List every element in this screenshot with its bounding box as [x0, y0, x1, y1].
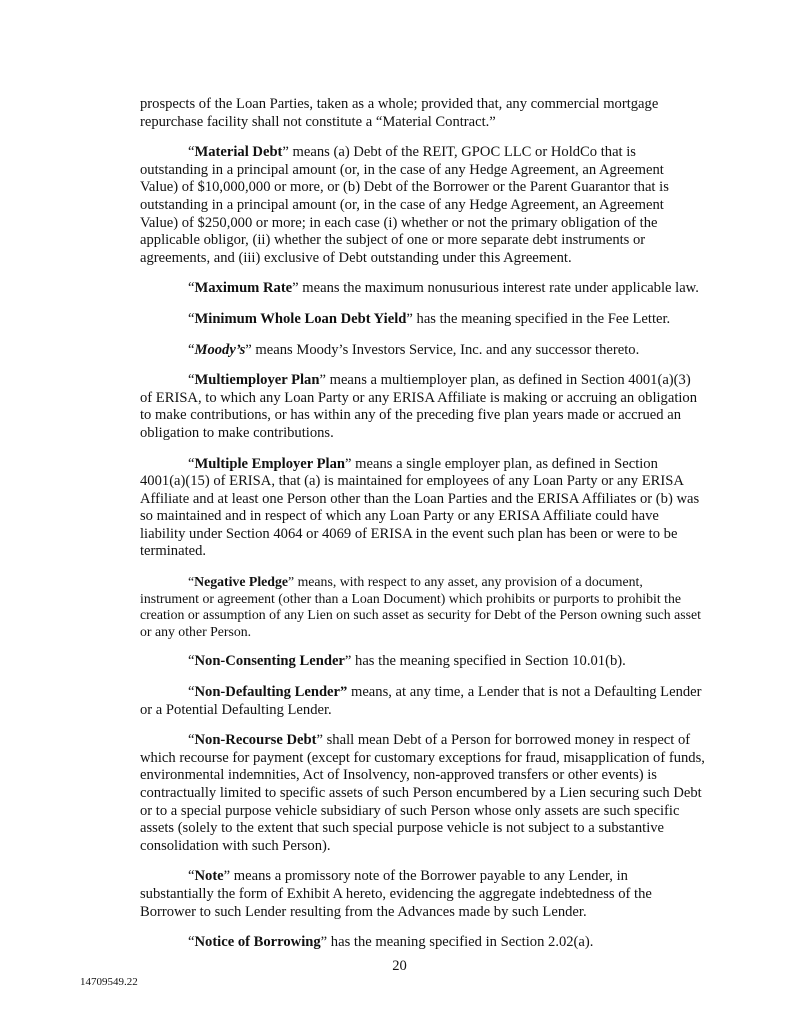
- open-quote: “: [188, 868, 195, 885]
- definition-text: ” means the maximum nonusurious interest rate under applicable law.: [292, 280, 699, 297]
- definition-non-consenting-lender: [140, 653, 705, 671]
- definition-non-defaulting-lender: [140, 684, 705, 719]
- definition-multiple-employer-plan: [140, 456, 705, 562]
- open-quote: “: [188, 310, 195, 327]
- definition-text: ” means a single employer plan, as defined in Section 4001(a)(15) of ERISA, that (a) is maintained for employees of any Loan Party or any ERISA Affiliate and at least one Person other than the Loan Parties and the ERISA Affiliates or (b) was so maintained and in respect of which any Loan Party or any ERISA Affiliate could have liability under Section 4064 or 4069 of ERISA in the event such plan has been or were to be terminated.: [140, 455, 700, 560]
- definition-text: ” has the meaning specified in the Fee Letter.: [406, 310, 671, 327]
- definition-text: ” has the meaning specified in Section 10.01(b).: [344, 653, 626, 670]
- defined-term: Multiple Employer Plan: [194, 455, 346, 472]
- definition-text: ” shall mean Debt of a Person for borrowed money in respect of which recourse for payment (except for customary exceptions for fraud, misapplication of funds, environmental indemnities, Act of Insolvency, non-approved transfers or other events) is contractually limited to specific assets of such Person encumbered by a Lien securing such Debt or to a special purpose vehicle subsidiary of such Person whose only assets are such specific assets (solely to the extent that such special purpose vehicle is not subject to a substantive consolidation with such Person).: [140, 732, 705, 854]
- open-quote: “: [188, 574, 195, 590]
- definition-text: ” means a promissory note of the Borrower payable to any Lender, in substantially the form of Exhibit A hereto, evidencing the aggregate indebtedness of the Borrower to such Lender resulting from the Advances made by such Lender.: [140, 868, 652, 920]
- defined-term: Material Debt: [194, 144, 283, 161]
- definition-material-debt: [140, 144, 705, 267]
- definition-text: ” means a multiemployer plan, as defined in Section 4001(a)(3) of ERISA, to which any Loan Party or any ERISA Affiliate is making or accruing an obligation to make contributions, or has within any of the preceding five plan years made or accrued an obligation to make contributions.: [140, 372, 698, 441]
- open-quote: “: [188, 144, 195, 161]
- definition-minimum-whole-loan-debt-yield: [140, 311, 705, 329]
- defined-term: Multiemployer Plan: [194, 372, 320, 389]
- defined-term: Notice of Borrowing: [194, 934, 321, 951]
- defined-term: Non-Consenting Lender: [194, 653, 345, 670]
- defined-term: Non-Defaulting Lender”: [194, 684, 348, 701]
- definition-multiemployer-plan: [140, 372, 705, 442]
- definition-text: ” means Moody’s Investors Service, Inc. and any successor thereto.: [245, 341, 640, 358]
- defined-term: Moody’s: [194, 341, 246, 358]
- definition-text: means, at any time, a Lender that is not a Defaulting Lender or a Potential Defaulting Lender.: [140, 684, 702, 718]
- open-quote: “: [188, 653, 195, 670]
- definition-notice-of-borrowing: [140, 934, 705, 952]
- definition-continuation: [140, 96, 705, 131]
- defined-term: Negative Pledge: [194, 574, 288, 590]
- defined-term: Note: [194, 868, 224, 885]
- definition-negative-pledge: [140, 574, 705, 640]
- open-quote: “: [188, 280, 195, 297]
- open-quote: “: [188, 732, 195, 749]
- defined-term: Non-Recourse Debt: [194, 732, 317, 749]
- definition-non-recourse-debt: [140, 732, 705, 855]
- document-id: 14709549.22: [80, 976, 138, 988]
- open-quote: “: [188, 455, 195, 472]
- definition-text: ” has the meaning specified in Section 2.02(a).: [320, 934, 594, 951]
- definition-text: prospects of the Loan Parties, taken as a whole; provided that, any commercial mortgage repurchase facility shall not constitute a “Material Contract.”: [140, 96, 659, 130]
- defined-term: Minimum Whole Loan Debt Yield: [194, 310, 407, 327]
- page-body: [140, 96, 705, 965]
- defined-term: Maximum Rate: [194, 280, 293, 297]
- open-quote: “: [188, 684, 195, 701]
- open-quote: “: [188, 934, 195, 951]
- definition-note: [140, 868, 705, 921]
- definition-text: ” means (a) Debt of the REIT, GPOC LLC or HoldCo that is outstanding in a principal amount (or, in the case of any Hedge Agreement, an Agreement Value) of $10,000,000 or more, or (b) Debt of the Borrower or the Parent Guarantor that is outstanding in a principal amount (or, in the case of any Hedge Agreement, an Agreement Value) of $250,000 or more; in each case (i) whether or not the primary obligation of the applicable obligor, (ii) whether the subject of one or more separate debt instruments or agreements, and (iii) exclusive of Debt outstanding under this Agreement.: [140, 144, 669, 266]
- definition-text: ” means, with respect to any asset, any provision of a document, instrument or agreement (other than a Loan Document) which prohibits or purports to prohibit the creation or assumption of any Lien on such asset as security for Debt of the Person owning such asset or any other Person.: [140, 574, 701, 639]
- open-quote: “: [188, 372, 195, 389]
- definition-moodys: [140, 342, 705, 360]
- definition-maximum-rate: [140, 280, 705, 298]
- open-quote: “: [188, 341, 195, 358]
- page-number: 20: [392, 958, 407, 974]
